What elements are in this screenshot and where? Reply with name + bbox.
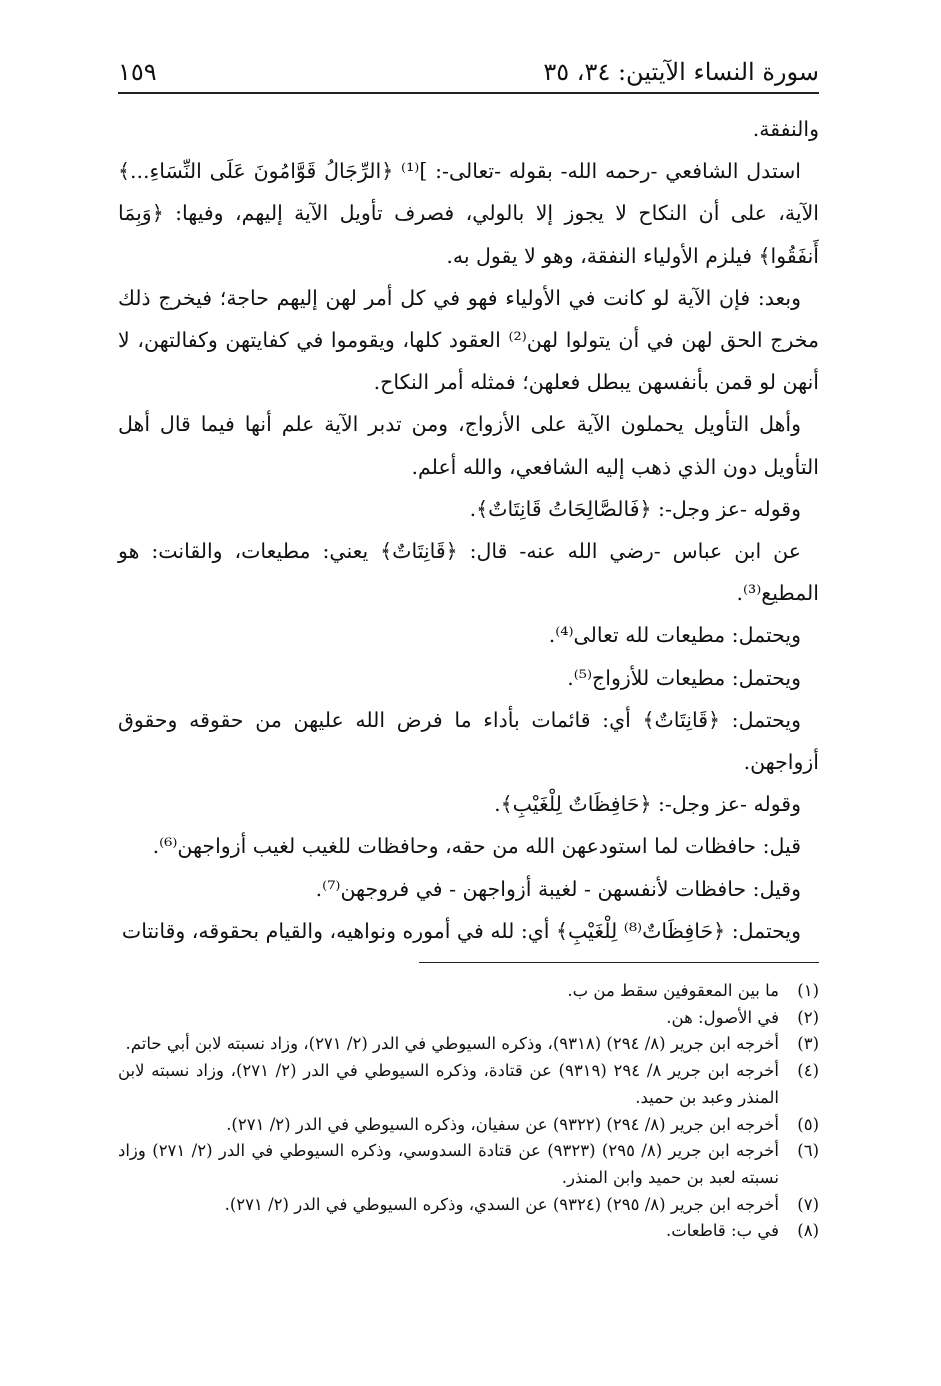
footnote-number: (٤) bbox=[797, 1061, 819, 1081]
footnote bbox=[118, 1192, 819, 1219]
paragraph: عن ابن عباس -رضي الله عنه- قال: ﴿قَانِتَاتٌ﴾ يعني: مطيعات، والقانت: هو المطيع⁽³⁾. bbox=[118, 539, 819, 606]
footnote-text: أخرجه ابن جرير ٨/ ٢٩٤ (٩٣١٩) عن قتادة، وذكره السيوطي في الدر (٢/ ٢٧١)، وزاد نسبته لابن المنذر وعبد بن حميد. bbox=[118, 1061, 780, 1107]
footnote bbox=[118, 1138, 819, 1191]
paragraph: ويحتمل: مطيعات لله تعالى⁽⁴⁾. bbox=[548, 623, 801, 648]
footnote-text: أخرجه ابن جرير (٨/ ٢٩٥) (٩٣٢٣) عن قتادة السدوسي، وذكره السيوطي في الدر (٢/ ٢٧١) وزاد نسبته لعبد بن حميد وابن المنذر. bbox=[118, 1141, 779, 1187]
footnote-text: أخرجه ابن جرير (٨/ ٢٩٥) (٩٣٢٤) عن السدي، وذكره السيوطي في الدر (٢/ ٢٧١). bbox=[224, 1194, 779, 1214]
page-number: ١٥٩ bbox=[118, 58, 157, 86]
page-header bbox=[118, 52, 819, 94]
footnote-text: ما بين المعقوفين سقط من ب. bbox=[567, 981, 779, 1000]
footnote-divider bbox=[419, 962, 819, 963]
running-title: سورة النساء الآيتين: ٣٤، ٣٥ bbox=[543, 58, 819, 86]
paragraph: قيل: حافظات لما استودعهن الله من حقه، وحافظات للغيب لغيب أزواجهن⁽⁶⁾. bbox=[152, 834, 801, 859]
paragraph: استدل الشافعي -رحمه الله- بقوله -تعالى-: ]⁽¹⁾ ﴿الرِّجَالُ قَوَّامُونَ عَلَى النِّسَاءِ...﴾ الآية، على أن النكاح لا يجوز إلا بالولي، فصرف تأويل الآية إليهم، وفيها: ﴿وَبِمَا أَنفَقُوا﴾ فيلزم الأولياء النفقة، وهو لا يقول به. bbox=[118, 159, 819, 268]
footnote bbox=[118, 1058, 819, 1111]
paragraph: وقوله -عز وجل-: ﴿حَافِظَاتٌ لِلْغَيْبِ﴾. bbox=[494, 792, 801, 817]
paragraph: وقوله -عز وجل-: ﴿فَالصَّالِحَاتُ قَانِتَاتٌ﴾. bbox=[469, 496, 801, 521]
footnote bbox=[118, 1031, 819, 1058]
footnote-number: (٢) bbox=[797, 1007, 819, 1027]
paragraph: والنفقة. bbox=[752, 117, 819, 141]
footnote bbox=[118, 1218, 819, 1245]
footnote-number: (١) bbox=[797, 981, 819, 1000]
footnote bbox=[118, 1112, 819, 1139]
main-text bbox=[118, 108, 819, 952]
footnote-text: في الأصول: هن. bbox=[666, 1007, 779, 1027]
footnote-number: (٦) bbox=[797, 1141, 819, 1161]
paragraph: وبعد: فإن الآية لو كانت في الأولياء فهو في كل أمر لهن إليهم حاجة؛ فيخرج ذلك مخرج الحق لهن في أن يتولوا لهن⁽²⁾ العقود كلها، ويقوموا في كفايتهن وكفالتهن، لا أنهن لو قمن بأنفسهن يبطل فعلهن؛ فمثله أمر النكاح. bbox=[118, 285, 819, 395]
footnote bbox=[118, 978, 819, 1005]
paragraph: ويحتمل: ﴿حَافِظَاتٌ⁽⁸⁾ لِلْغَيْبِ﴾ أي: لله في أموره ونواهيه، والقيام بحقوقه، وقانتات bbox=[121, 918, 801, 943]
footnote-number: (٧) bbox=[797, 1194, 819, 1214]
footnotes bbox=[118, 978, 819, 1245]
footnote-number: (٨) bbox=[797, 1221, 819, 1241]
footnote-text: أخرجه ابن جرير (٨/ ٢٩٤) (٩٣١٨)، وذكره السيوطي في الدر (٢/ ٢٧١)، وزاد نسبته لابن أبي حاتم. bbox=[125, 1034, 779, 1054]
paragraph: ويحتمل: مطيعات للأزواج⁽⁵⁾. bbox=[567, 665, 801, 690]
paragraph: وقيل: حافظات لأنفسهن - لغيبة أزواجهن - في فروجهن⁽⁷⁾. bbox=[315, 876, 801, 901]
footnote-number: (٥) bbox=[797, 1114, 819, 1134]
paragraph: وأهل التأويل يحملون الآية على الأزواج، ومن تدبر الآية علم أنها فيما قال أهل التأويل دون الذي ذهب إليه الشافعي، والله أعلم. bbox=[118, 412, 819, 479]
footnote-number: (٣) bbox=[797, 1034, 819, 1054]
footnote bbox=[118, 1005, 819, 1032]
footnote-text: أخرجه ابن جرير (٨/ ٢٩٤) (٩٣٢٢) عن سفيان، وذكره السيوطي في الدر (٢/ ٢٧١). bbox=[226, 1114, 779, 1134]
paragraph: ويحتمل: ﴿قَانِتَاتٌ﴾ أي: قائمات بأداء ما فرض الله عليهن من حقوقه وحقوق أزواجهن. bbox=[118, 707, 819, 775]
footnote-text: في ب: قاطعات. bbox=[665, 1221, 779, 1241]
